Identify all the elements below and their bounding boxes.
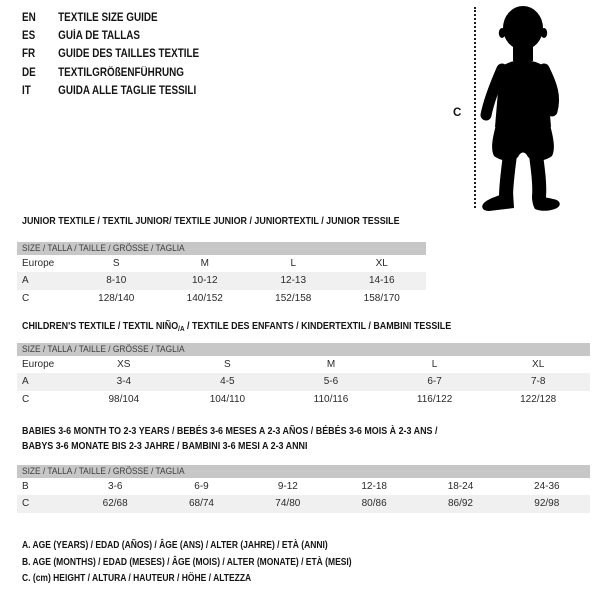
size-header-label: SIZE / TALLA / TAILLE / GRÖSSE / TAGLIA — [22, 466, 185, 477]
size-cell: XL — [375, 258, 388, 269]
size-cell: M — [200, 258, 209, 269]
baby-silhouette-icon — [478, 5, 572, 212]
lang-row-es — [22, 27, 199, 45]
row-label: C — [22, 393, 30, 405]
table-row — [17, 272, 426, 289]
lang-label: GUÍA DE TALLAS — [58, 30, 140, 43]
lang-row-en — [22, 9, 199, 27]
footnote-height: C. (cm) HEIGHT / ALTURA / HAUTEUR / HÖHE / ALTEZZA — [22, 573, 252, 584]
lang-row-de — [22, 64, 199, 82]
size-cell: 3-6 — [107, 481, 123, 492]
size-cell: 86/92 — [447, 498, 473, 510]
size-header-bar — [17, 465, 590, 478]
table-row — [17, 478, 590, 495]
size-cell: 8-10 — [106, 275, 127, 287]
lang-code: FR — [22, 48, 36, 61]
table-row — [17, 391, 590, 408]
size-cell: 6-7 — [427, 376, 442, 388]
lang-code: IT — [22, 84, 31, 97]
table-row — [17, 255, 426, 272]
size-cell: S — [224, 359, 231, 370]
size-cell: L — [290, 258, 297, 269]
size-cell: XL — [532, 359, 545, 370]
size-cell: 116/122 — [416, 393, 453, 405]
height-dotted-line — [474, 7, 476, 208]
size-cell: 122/128 — [520, 393, 557, 405]
lang-code: EN — [22, 12, 36, 24]
size-header-bar — [17, 343, 590, 356]
children-title-sub: /A — [178, 324, 185, 333]
babies-size-table — [17, 465, 590, 513]
table-row — [17, 495, 590, 512]
size-header-label: SIZE / TALLA / TAILLE / GRÖSSE / TAGLIA — [22, 243, 185, 254]
size-cell: 10-12 — [191, 275, 218, 287]
row-label: Europe — [22, 258, 55, 269]
lang-row-fr — [22, 45, 199, 63]
footnote-legend — [22, 538, 410, 588]
lang-code: ES — [22, 30, 36, 43]
size-cell: 18-24 — [447, 481, 474, 492]
size-cell: 9-12 — [277, 481, 298, 492]
size-header-bar — [17, 242, 426, 255]
size-cell: 12-13 — [280, 275, 307, 287]
row-label: Europe — [22, 359, 55, 370]
size-cell: 110/116 — [313, 393, 349, 405]
size-cell: XS — [117, 359, 131, 370]
size-cell: 5-6 — [323, 376, 339, 388]
row-label: C — [22, 498, 30, 510]
junior-size-table — [17, 242, 426, 307]
size-cell: 140/152 — [186, 292, 223, 304]
lang-row-it — [22, 82, 199, 100]
footnote-age-months: B. AGE (MONTHS) / EDAD (MESES) / ÂGE (MOIS) / ALTER (MONATE) / ETÀ (MESI) — [22, 556, 352, 568]
size-cell: M — [326, 359, 336, 370]
size-cell: 12-18 — [361, 481, 387, 492]
lang-label: GUIDA ALLE TAGLIE TESSILI — [58, 84, 197, 97]
row-label: C — [22, 292, 30, 304]
lang-label: TEXTILGRÖßENFÜHRUNG — [58, 66, 184, 79]
footnote-age-years: A. AGE (YEARS) / EDAD (AÑOS) / ÂGE (ANS) / ALTER (JAHRE) / ETÀ (ANNI) — [22, 540, 328, 551]
children-size-table — [17, 343, 590, 408]
size-cell: 98/104 — [108, 393, 140, 405]
children-section-title — [22, 320, 451, 333]
size-cell: 74/80 — [275, 498, 301, 510]
language-title-list — [22, 9, 228, 100]
babies-title-line2: BABYS 3-6 MONATE BIS 2-3 JAHRE / BAMBINI 3-6 MESI A 2-3 ANNI — [22, 440, 308, 452]
children-title-pre: CHILDREN'S TEXTILE / TEXTIL NIÑO — [22, 320, 179, 332]
size-cell: 14-16 — [368, 275, 395, 287]
size-cell: 158/170 — [363, 292, 400, 304]
row-label: A — [22, 275, 29, 287]
babies-section-title — [22, 425, 437, 452]
size-cell: 3-4 — [116, 376, 132, 388]
lang-code: DE — [22, 66, 36, 79]
size-cell: 128/140 — [98, 292, 135, 304]
size-cell: 6-9 — [194, 481, 209, 492]
size-header-label: SIZE / TALLA / TAILLE / GRÖSSE / TAGLIA — [22, 344, 185, 355]
junior-section-title: JUNIOR TEXTILE / TEXTIL JUNIOR/ TEXTILE JUNIOR / JUNIORTEXTIL / JUNIOR TESSILE — [22, 215, 400, 227]
size-cell: 152/158 — [275, 292, 312, 304]
size-cell: 104/110 — [209, 393, 246, 405]
size-cell: 4-5 — [220, 376, 235, 388]
size-cell: 80/86 — [361, 498, 387, 510]
height-marker-label: C — [453, 107, 462, 119]
size-cell: 68/74 — [188, 498, 214, 510]
size-cell: 92/98 — [534, 498, 560, 510]
size-cell: 7-8 — [530, 376, 546, 388]
table-row — [17, 373, 590, 390]
size-cell: 62/68 — [102, 498, 128, 510]
babies-title-line1: BABIES 3-6 MONTH TO 2-3 YEARS / BEBÉS 3-6 MESES A 2-3 AÑOS / BÉBÉS 3-6 MOIS À 2-3 ANS / — [22, 425, 438, 437]
children-title-post: / TEXTILE DES ENFANTS / KINDERTEXTIL / BAMBINI TESSILE — [184, 320, 452, 332]
table-row — [17, 290, 426, 307]
size-cell: L — [431, 359, 438, 370]
lang-label: TEXTILE SIZE GUIDE — [58, 12, 158, 24]
row-label: B — [22, 481, 29, 492]
table-row — [17, 356, 590, 373]
lang-label: GUIDE DES TAILLES TEXTILE — [58, 48, 200, 61]
size-cell: S — [112, 258, 120, 269]
row-label: A — [22, 376, 29, 388]
size-cell: 24-36 — [534, 481, 560, 492]
